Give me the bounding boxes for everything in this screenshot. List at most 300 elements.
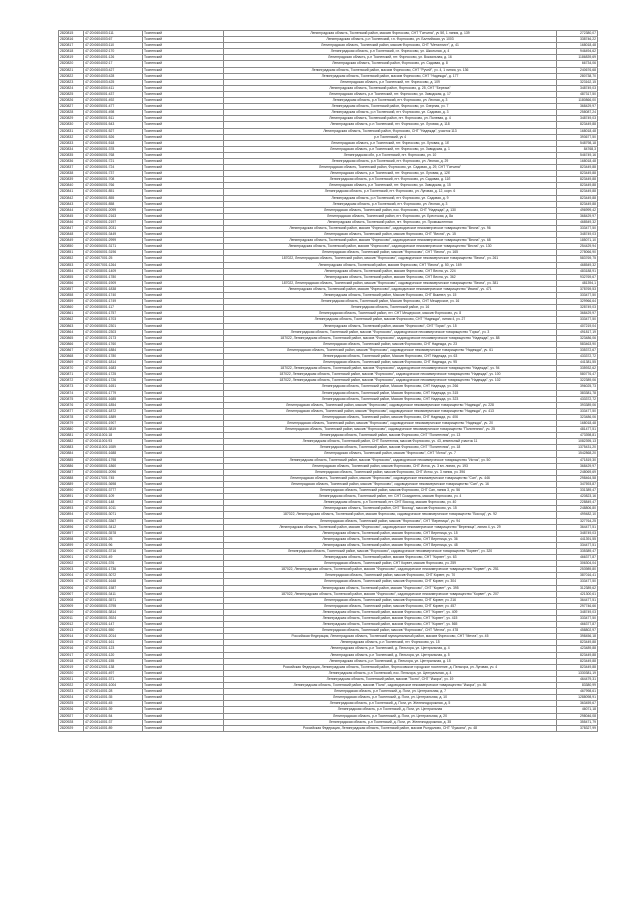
address-cell: Ленинградская область, Тосненский район, массив "Форносово", садоводческое некоммерческое товарищество "Вереница", линия 4, уч. 29	[224, 524, 557, 530]
address-cell: Ленинградская область, Тосненский район, пгт. СНТ Созидатель, массив Форносово, уч. 4	[224, 494, 557, 500]
cadastral-number-cell: 47:20:0606001:724	[84, 165, 143, 171]
value-cell: 254429,94	[557, 244, 598, 250]
cadastral-number-cell: 47:20:0608001:1854	[84, 402, 143, 408]
value-cell: 823449,88	[557, 183, 598, 189]
cadastral-number-cell: 47:20:0612001:161	[84, 640, 143, 646]
address-cell: Ленинградская область, Тосненский район, массив Форносово, СНТ Вереница, уч. 48	[224, 542, 557, 548]
address-cell: Ленинградская область, Тосненский район, массив "Форносово", садоводческое некоммерческое товарищество "Политехник", уч. 25	[224, 427, 557, 433]
cadastral-number-cell: 47:20:0608001:1779	[84, 390, 143, 396]
district-cell: Тосненский	[143, 463, 224, 469]
address-cell: Ленинградская область, р-н Тосненский, д. Пельгора, ул. Центральная, д. 15	[224, 658, 557, 664]
value-cell: 1288098,91	[557, 695, 598, 701]
value-cell: 364477,51	[557, 524, 598, 530]
row-number-cell: 2820823	[59, 79, 84, 85]
value-cell: 423489,88	[557, 646, 598, 652]
value-cell: 823449,88	[557, 177, 598, 183]
value-cell: 335372,67	[557, 347, 598, 353]
cadastral-number-cell: 47:20:0607001:1264	[84, 262, 143, 268]
cadastral-number-cell: 47:20:0606001:737	[84, 171, 143, 177]
value-cell: 580776,47	[557, 372, 598, 378]
value-cell: 322389,06	[557, 378, 598, 384]
row-number-cell: 2820873	[59, 384, 84, 390]
cadastral-number-cell: 47:20:0613001:96	[84, 542, 143, 548]
district-cell: Тосненский	[143, 713, 224, 719]
address-cell: Ленинградская обл, р-н Тосненский, пгт. Форносово, ул. 10	[224, 152, 557, 158]
address-cell: Ленинградская область, Тосненский район, массив "Форносово", садоводческое некоммерческое товарищество "Ивана", уч. 471	[224, 286, 557, 292]
district-cell: Тосненский	[143, 341, 224, 347]
value-cell: 383381,78	[557, 390, 598, 396]
value-cell: 333477,50	[557, 616, 598, 622]
cadastral-number-cell: 47:20:0608001:1651	[84, 384, 143, 390]
value-cell: 280738,70	[557, 73, 598, 79]
address-cell: Ленинградская область, Тосненский район, массив Форносово, СНТ "Корвет", уч. 409	[224, 609, 557, 615]
value-cell: 312389,62	[557, 585, 598, 591]
value-cell: 348749,03	[557, 85, 598, 91]
row-number-cell: 2820881	[59, 433, 84, 439]
row-number-cell: 2820926	[59, 707, 84, 713]
address-cell: Ленинградская область, Тосненский район, массив "Форносово", садоводческое некоммерческое товарищество "Исток", уч. 50	[224, 457, 557, 463]
district-cell: Тосненский	[143, 98, 224, 104]
address-cell: Ленинградская область, р-н Тосненский, пгт. Форносово, ул. Заводская, д. 15	[224, 183, 557, 189]
cadastral-number-cell: 47:20:0604001:126	[84, 55, 143, 61]
district-cell: Тосненский	[143, 232, 224, 238]
address-cell: Российская Федерация, Ленинградская область, Тосненский район, Форносовское городское поселение, д. Пельгора, ул. Луговая, уч. 4	[224, 664, 557, 670]
row-number-cell: 2820905	[59, 579, 84, 585]
address-cell: Ленинградская область, Тосненский район, массив Форносово, СНТ "Корвет", уч. 565	[224, 622, 557, 628]
district-cell: Тосненский	[143, 122, 224, 128]
district-cell: Тосненский	[143, 512, 224, 518]
row-number-cell: 2820875	[59, 396, 84, 402]
cadastral-number-cell: 47:20:0608001:1683	[84, 366, 143, 372]
value-cell: 335932,62	[557, 366, 598, 372]
cadastral-number-cell: 47:20:0608001:1725	[84, 372, 143, 378]
row-number-cell: 2820818	[59, 49, 84, 55]
address-cell: Ленинградская область, Тосненский район, Форносово, д. 25, СНТ "Березка"	[224, 85, 557, 91]
row-number-cell: 2820900	[59, 548, 84, 554]
row-number-cell: 2820883	[59, 445, 84, 451]
value-cell: 258087,24	[557, 110, 598, 116]
district-cell: Тосненский	[143, 31, 224, 37]
address-cell: Ленинградская область, р-н Тосненский, д. Поги, ул. Центральная, д. 10	[224, 695, 557, 701]
district-cell: Тосненский	[143, 61, 224, 67]
district-cell: Тосненский	[143, 158, 224, 164]
value-cell: 583769,75	[557, 256, 598, 262]
value-cell: 298046,08	[557, 713, 598, 719]
cadastral-number-cell: 47:20:0606001:378	[84, 146, 143, 152]
address-cell: 187022, Ленинградская область, Тосненский район, массив "Форносово", садоводческое некоммерческое товарищество "Надежда", уч. 102	[224, 378, 557, 384]
cadastral-number-cell: 47:20:0606001:855	[84, 195, 143, 201]
row-number-cell: 2820896	[59, 524, 84, 530]
value-cell: 1180866,00	[557, 98, 598, 104]
value-cell: 329966,64	[557, 299, 598, 305]
row-number-cell: 2820849	[59, 238, 84, 244]
district-cell: Тосненский	[143, 37, 224, 43]
district-cell: Тосненский	[143, 427, 224, 433]
row-number-cell: 2820869	[59, 360, 84, 366]
cadastral-number-cell: 47:20:0606001:3196	[84, 250, 143, 256]
address-cell: Ленинградская область, Тосненский район, массив "Форносово", садоводческое некоммерческое товарищество "Горки", уч. 3	[224, 329, 557, 335]
district-cell: Тосненский	[143, 116, 224, 122]
district-cell: Тосненский	[143, 506, 224, 512]
value-cell: 272380,07	[557, 31, 598, 37]
cadastral-number-cell: 47:20:0612001:49	[84, 555, 143, 561]
district-cell: Тосненский	[143, 378, 224, 384]
cadastral-number-cell: 47:20:0608001:1749	[84, 299, 143, 305]
value-cell: 420823,16	[557, 494, 598, 500]
address-cell: Ленинградская область, р-н Тосненский, пос. Пельгора, ул. Центральная, д. 4	[224, 670, 557, 676]
value-cell: 823449,88	[557, 171, 598, 177]
address-cell: Ленинградская область, Тосненский район, массив "Тосно", СНТ "Ижора", уч. 19	[224, 676, 557, 682]
district-cell: Тосненский	[143, 299, 224, 305]
cadastral-number-cell: 47:20:0606001:2031	[84, 226, 143, 232]
row-number-cell: 2820866	[59, 341, 84, 347]
cadastral-number-cell: 47:20:0608001:3072	[84, 573, 143, 579]
cadastral-number-cell: 47:20:0604004:411	[84, 85, 143, 91]
cadastral-number-cell: 47:20:0608001:109	[84, 494, 143, 500]
row-number-cell: 2820854	[59, 268, 84, 274]
cadastral-number-cell: 47:20:0608001:1798	[84, 457, 143, 463]
district-cell: Тосненский	[143, 195, 224, 201]
district-cell: Тосненский	[143, 646, 224, 652]
address-cell: Ленинградская область, Тосненский район, Форносово, СНТ "Надежда", участок 113	[224, 128, 557, 134]
row-number-cell: 2820865	[59, 335, 84, 341]
district-cell: Тосненский	[143, 676, 224, 682]
address-cell: Российская Федерация, Ленинградская область, Тосненский район, массив Рындолово, СНТ "Лукьяна", уч. 48	[224, 725, 557, 731]
row-number-cell: 2820903	[59, 567, 84, 573]
address-cell: Ленинградская область, Тосненский район, СНТ Политехник, массив Форносово, уч. 43, земельный участок 11	[224, 439, 557, 445]
row-number-cell: 2820892	[59, 500, 84, 506]
district-cell: Тосненский	[143, 719, 224, 725]
value-cell: 487317,50	[557, 91, 598, 97]
cadastral-number-cell: 47:20:0604003:111	[84, 31, 143, 37]
value-cell: 168018,48	[557, 43, 598, 49]
address-cell: Ленинградская область, Тосненский район, Массив Форносово, СНТ Надежда, уч. 315	[224, 390, 557, 396]
district-cell: Тосненский	[143, 274, 224, 280]
address-cell: 187022, Ленинградская область, Тосненский район, массив "Форносово", садоводческое некоммерческое товарищество "Корвет", уч. 251	[224, 567, 557, 573]
value-cell: 481477,51	[557, 427, 598, 433]
value-cell: 323486,06	[557, 414, 598, 420]
address-cell: Ленинградская область, р-н Тосненский, г.п. Форносово, ул. Школьная, д. 4	[224, 49, 557, 55]
district-cell: Тосненский	[143, 335, 224, 341]
district-cell: Тосненский	[143, 244, 224, 250]
row-number-cell: 2820831	[59, 128, 84, 134]
cadastral-number-cell: 47:20:0608001:1736	[84, 567, 143, 573]
value-cell: 333477,50	[557, 579, 598, 585]
cadastral-number-cell: 47:20:0608001:2301	[84, 323, 143, 329]
row-number-cell: 2820920	[59, 670, 84, 676]
address-cell: Ленинградская область, Тосненский район, массив Форносово, СНТ "Надежда", д. 177	[224, 73, 557, 79]
address-cell: 187022, Ленинградская область, Тосненский район, массив Форносово, садоводческое некоммерческое товарищество "Восход", уч. 92	[224, 512, 557, 518]
cadastral-number-cell: 47:20:0608001:1889	[84, 414, 143, 420]
cadastral-number-cell: 47:20:0608001:3412	[84, 524, 143, 530]
row-number-cell: 2820824	[59, 85, 84, 91]
district-cell: Тосненский	[143, 134, 224, 140]
cadastral-number-cell: 47:20:0608001:1907	[84, 421, 143, 427]
address-cell: Ленинградская область, Тосненский район, массив Форносово, СНТ "Политехник", уч. 18	[224, 445, 557, 451]
district-cell: Тосненский	[143, 591, 224, 597]
cadastral-number-cell: 47:20:0605001:526	[84, 134, 143, 140]
cadastral-number-cell: 47:20:0608001:1587	[84, 585, 143, 591]
district-cell: Тосненский	[143, 573, 224, 579]
address-cell: Ленинградская область, Тосненский район, массив "Поля", садоводческое некоммерческое товарищество "Ижора", уч. 86	[224, 683, 557, 689]
address-cell: Ленинградская область, р-н Тосненский, пгт. Форносово, ул. Луговая, д. 1б	[224, 140, 557, 146]
row-number-cell: 2820917	[59, 652, 84, 658]
cadastral-number-cell: 47:20:0608001:1726	[84, 378, 143, 384]
address-cell: Ленинградская область, Тосненский район, пос. Форносово, СНТ "Надежда", д. 130	[224, 207, 557, 213]
cadastral-number-cell: 47:20:0617001:745	[84, 475, 143, 481]
row-number-cell: 2820909	[59, 603, 84, 609]
district-cell: Тосненский	[143, 146, 224, 152]
cadastral-number-cell: 47:20:0604002:170	[84, 49, 143, 55]
address-cell: Ленинградская область, Тосненский район, Массив Форносово, СНТ Мещерское, уч. 16	[224, 299, 557, 305]
district-cell: Тосненский	[143, 475, 224, 481]
cadastral-number-cell: 47:20:0604003:110	[84, 43, 143, 49]
row-number-cell: 2820898	[59, 536, 84, 542]
district-cell: Тосненский	[143, 73, 224, 79]
district-cell: Тосненский	[143, 171, 224, 177]
row-number-cell: 2820838	[59, 171, 84, 177]
district-cell: Тосненский	[143, 238, 224, 244]
row-number-cell: 2820888	[59, 475, 84, 481]
row-number-cell: 2820871	[59, 372, 84, 378]
district-cell: Тосненский	[143, 701, 224, 707]
value-cell: 481394,1	[557, 280, 598, 286]
cadastral-number-cell: 47:20:0604003:67	[84, 37, 143, 43]
row-number-cell: 2820858	[59, 293, 84, 299]
row-number-cell: 2820912	[59, 622, 84, 628]
cadastral-number-cell: 47:20:0614001:371	[84, 676, 143, 682]
address-cell: Ленинградская область, Тосненский район, массив Форносово, СНТ Весна, уч. 362	[224, 274, 557, 280]
address-cell: Ленинградская область, Тосненский район, массив Форносово, СНТ Исток, уч. 3 линия, уч. 396	[224, 469, 557, 475]
value-cell: 441381,55	[557, 360, 598, 366]
cadastral-number-cell: 47:20:0605001:518	[84, 140, 143, 146]
cadastral-table	[58, 30, 598, 732]
row-number-cell: 2820915	[59, 640, 84, 646]
district-cell: Тосненский	[143, 189, 224, 195]
row-number-cell: 2820929	[59, 725, 84, 731]
row-number-cell: 2820830	[59, 122, 84, 128]
cadastral-number-cell: 47:20:0608001:3814	[84, 609, 143, 615]
cadastral-number-cell: 47:20:0604003:425	[84, 79, 143, 85]
address-cell: Ленинградская область, р-н Тосненский, пгт. Форносово, ул. Вокзальная, д. 16	[224, 55, 557, 61]
cadastral-number-cell: 47:20:0608001:1780	[84, 353, 143, 359]
value-cell: 278066,90	[557, 250, 598, 256]
district-cell: Тосненский	[143, 683, 224, 689]
row-number-cell: 2820855	[59, 274, 84, 280]
value-cell: 546749,16	[557, 152, 598, 158]
cadastral-number-cell: 47:20:0608001:3578	[84, 530, 143, 536]
district-cell: Тосненский	[143, 311, 224, 317]
address-cell: Ленинградская область, р-н Тосненский, пгт. Форносово, ул. Луговая, д. 12, корп. 6	[224, 189, 557, 195]
cadastral-number-cell: 47:20:0605001:492	[84, 98, 143, 104]
district-cell: Тосненский	[143, 317, 224, 323]
cadastral-number-cell: 47:20:0606001:851	[84, 189, 143, 195]
row-number-cell: 2820895	[59, 518, 84, 524]
row-number-cell: 2820876	[59, 402, 84, 408]
value-cell: 823449,88	[557, 640, 598, 646]
district-cell: Тосненский	[143, 433, 224, 439]
address-cell: Ленинградская область, Тосненский район, массив Форносово, СНТ Весна, уч. 224	[224, 268, 557, 274]
address-cell: Ленинградская область, р-н Тосненский, пгт. Форносово, ул. Заводская, д. 17	[224, 91, 557, 97]
address-cell: Ленинградская область, Тосненский район, массив "Форносово", СНТ "Горки", уч. 15	[224, 323, 557, 329]
address-cell: Ленинградская область, Тосненский район, Массив Форносово, СНТ Вымпел, уч. 15	[224, 293, 557, 299]
value-cell: 348749,03	[557, 609, 598, 615]
address-cell: Ленинградская область, Тосненский район, массив "Форносово", СНТ "Вереница", уч. 94	[224, 518, 557, 524]
value-cell: 297746,66	[557, 603, 598, 609]
row-number-cell: 2820904	[59, 573, 84, 579]
district-cell: Тосненский	[143, 469, 224, 475]
cadastral-number-cell: 47:20:0614001:54	[84, 713, 143, 719]
cadastral-number-cell: 47:20:0612001:147	[84, 622, 143, 628]
value-cell: 323162,15	[557, 79, 598, 85]
district-cell: Тосненский	[143, 664, 224, 670]
address-cell: Ленинградская область, Тосненский район, массив "Форносово", садоводческое некоммерческое товарищество "Надежда", уч. 413	[224, 408, 557, 414]
value-cell: 467998,61	[557, 689, 598, 695]
row-number-cell: 2820850	[59, 244, 84, 250]
row-number-cell: 2820859	[59, 299, 84, 305]
cadastral-number-cell: 47:20:0604002:17	[84, 61, 143, 67]
value-cell: 333477,50	[557, 408, 598, 414]
value-cell: 823449,88	[557, 658, 598, 664]
cadastral-number-cell: 47:20:0611001:93	[84, 439, 143, 445]
value-cell: 407219,04	[557, 323, 598, 329]
district-cell: Тосненский	[143, 408, 224, 414]
cadastral-number-cell: 47:20:0608001:3698	[84, 481, 143, 487]
row-number-cell: 2820891	[59, 494, 84, 500]
cadastral-number-cell: 47:20:0614001:39	[84, 707, 143, 713]
district-cell: Тосненский	[143, 323, 224, 329]
row-number-cell: 2820867	[59, 347, 84, 353]
cadastral-number-cell: 47:20:0608001:1838	[84, 286, 143, 292]
cadastral-number-cell: 47:20:0606001:2163	[84, 213, 143, 219]
district-cell: Тосненский	[143, 555, 224, 561]
value-cell: 1542868,20	[557, 451, 598, 457]
district-cell: Тосненский	[143, 250, 224, 256]
row-number-cell: 2820906	[59, 585, 84, 591]
address-cell: Ленинградская область, Тосненский район, Форносово, ул. Садовая, д. 29, СНТ "Гатчина"	[224, 165, 557, 171]
address-cell: 187022, Ленинградская область, Тосненский район, массив "Форносово", садоводческое некоммерческое товарищество "Надежда", уч. 100	[224, 372, 557, 378]
row-number-cell: 2820837	[59, 165, 84, 171]
address-cell: Ленинградская область, р-н Тосненский, д. Пельгора, ул. Центральная, д. 4	[224, 646, 557, 652]
cadastral-number-cell: 47:20:0614001:45	[84, 701, 143, 707]
address-cell: Ленинградская область, р-н Тосненский, д. Поги, ул. Центральная, д. 20	[224, 713, 557, 719]
table-row	[59, 725, 598, 731]
cadastral-number-cell: 47:20:0608001:1757	[84, 311, 143, 317]
district-cell: Тосненский	[143, 402, 224, 408]
cadastral-number-cell: 47:20:0612001:2014	[84, 634, 143, 640]
district-cell: Тосненский	[143, 439, 224, 445]
row-number-cell: 2820899	[59, 542, 84, 548]
value-cell: 253989,80	[557, 567, 598, 573]
cadastral-number-cell: 47:20:0605001:437	[84, 91, 143, 97]
value-cell: 168018,48	[557, 158, 598, 164]
district-cell: Тосненский	[143, 567, 224, 573]
value-cell: 248806,80	[557, 506, 598, 512]
value-cell: 378327,99	[557, 725, 598, 731]
district-cell: Тосненский	[143, 140, 224, 146]
value-cell: 323486,06	[557, 335, 598, 341]
row-number-cell: 2820839	[59, 177, 84, 183]
address-cell: Ленинградская область, Тосненский район, массив "Форносово", садоводческое некоммерческое товарищество "Сап", уч. 16	[224, 481, 557, 487]
value-cell: 185071,10	[557, 238, 598, 244]
row-number-cell: 2820916	[59, 646, 84, 652]
row-number-cell: 2820914	[59, 634, 84, 640]
row-number-cell: 2820852	[59, 256, 84, 262]
address-cell: Ленинградская область, р-н Тосненский, пгт. Форносово, д. 109	[224, 79, 557, 85]
row-number-cell: 2820922	[59, 683, 84, 689]
cadastral-number-cell: 47:20:0608001:3367	[84, 518, 143, 524]
value-cell: 327764,25	[557, 518, 598, 524]
address-cell: Ленинградская область, р-н Тосненский, пгт. Форносово, ул. Лесная, д. 29	[224, 158, 557, 164]
row-number-cell: 2820889	[59, 481, 84, 487]
district-cell: Тосненский	[143, 128, 224, 134]
cadastral-number-cell: 47:20:0608001:3571	[84, 597, 143, 603]
cadastral-number-cell: 47:20:0604003:428	[84, 73, 143, 79]
address-cell: Ленинградская область, Тосненский район, массив Форносово, СНТ "Корвет", уч. 415	[224, 616, 557, 622]
row-number-cell: 2820877	[59, 408, 84, 414]
value-cell: 496999,42	[557, 207, 598, 213]
cadastral-number-cell: 47:20:0614001:37	[84, 719, 143, 725]
row-number-cell: 2820827	[59, 104, 84, 110]
address-cell: Ленинградская область, Тосненский район, массив Форносово, СНТ Исток, уч. 3 вл. линия, уч. 193	[224, 463, 557, 469]
cadastral-number-cell: 47:20:0608001:3819	[84, 427, 143, 433]
value-cell: 66734,06	[557, 61, 598, 67]
district-cell: Тосненский	[143, 524, 224, 530]
cadastral-number-cell: 47:20:0612001:550	[84, 628, 143, 634]
cadastral-number-cell: 47:20:0612001:138	[84, 664, 143, 670]
address-cell: Ленинградская область, Тосненский район, массив "Форносово", СНТ "Мечта", уч. 478	[224, 628, 557, 634]
row-number-cell: 2820918	[59, 658, 84, 664]
district-cell: Тосненский	[143, 110, 224, 116]
district-cell: Тосненский	[143, 396, 224, 402]
cadastral-number-cell: 47:20:0608001:2096	[84, 469, 143, 475]
value-cell: 471819,30	[557, 457, 598, 463]
cadastral-number-cell: 47:20:0608001:1409	[84, 268, 143, 274]
district-cell: Тосненский	[143, 609, 224, 615]
cadastral-number-cell: 47:20:0614001:89	[84, 725, 143, 731]
value-cell: 473398,81	[557, 433, 598, 439]
value-cell: 46071,18	[557, 707, 598, 713]
district-cell: Тосненский	[143, 542, 224, 548]
district-cell: Тосненский	[143, 347, 224, 353]
row-number-cell: 2820832	[59, 134, 84, 140]
district-cell: Тосненский	[143, 91, 224, 97]
address-cell: Ленинградская область, Тосненский район, массив Форносово, СНТ Надежда, уч. 23	[224, 341, 557, 347]
district-cell: Тосненский	[143, 79, 224, 85]
district-cell: Тосненский	[143, 183, 224, 189]
district-cell: Тосненский	[143, 207, 224, 213]
district-cell: Тосненский	[143, 597, 224, 603]
address-cell: р-н Тосненский, уч 4	[224, 134, 557, 140]
district-cell: Тосненский	[143, 457, 224, 463]
cadastral-number-cell: 47:20:0606001:858	[84, 201, 143, 207]
address-cell: Ленинградская область, Тосненский район, массив Форносово, СНТ "Весна", д. 50, уч. 169	[224, 262, 557, 268]
value-cell: 583463,90	[557, 341, 598, 347]
address-cell: Ленинградская область, р-н Тосненский, д. Пельгора, ул. Центральная, д. 5	[224, 652, 557, 658]
address-cell: Ленинградская область, р-н Тосненский, пгт. Форносово, ул. Садовая, д. 11б	[224, 177, 557, 183]
value-cell: 334477,51	[557, 542, 598, 548]
value-cell: 823449,88	[557, 664, 598, 670]
value-cell: 823449,88	[557, 201, 598, 207]
row-number-cell: 2820829	[59, 116, 84, 122]
address-cell: Ленинградская область, р-н Тосненский, пгт. Форносово, ул. Садовая, д. 3	[224, 110, 557, 116]
row-number-cell: 2820821	[59, 67, 84, 73]
address-cell: Ленинградская область, р-н Тосненский, пгт. Форносово, ул. Луговая, д. 118	[224, 122, 557, 128]
district-cell: Тосненский	[143, 689, 224, 695]
cadastral-number-cell: 47:20:0608001:1760	[84, 341, 143, 347]
cadastral-number-cell: 47:20:0608001:1872	[84, 408, 143, 414]
row-number-cell: 2820846	[59, 219, 84, 225]
